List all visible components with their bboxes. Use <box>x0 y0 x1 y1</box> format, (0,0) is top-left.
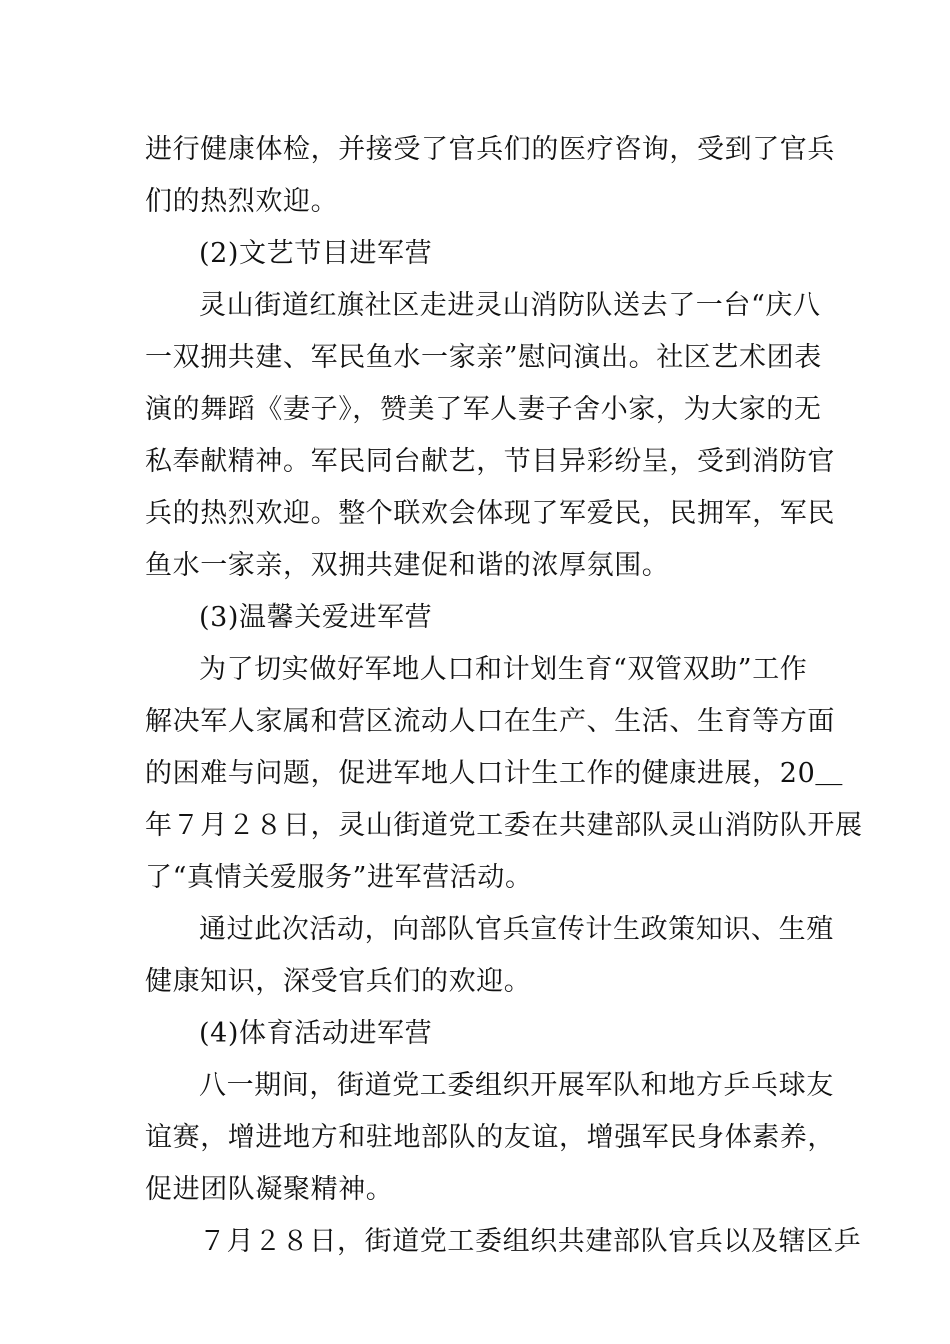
section-heading: (4)体育活动进军营 <box>199 1018 433 1049</box>
section-heading: (2)文艺节目进军营 <box>199 238 433 269</box>
body-text-line: ７月２８日，街道党工委组织共建部队官兵以及辖区乒 <box>199 1226 862 1257</box>
body-text-line: 八一期间，街道党工委组织开展军队和地方乒乓球友 <box>199 1070 834 1101</box>
body-text-line: 进行健康体检，并接受了官兵们的医疗咨询，受到了官兵 <box>145 134 835 165</box>
body-text-line: 鱼水一家亲，双拥共建促和谐的浓厚氛围。 <box>145 550 670 581</box>
body-text-line: 们的热烈欢迎。 <box>145 186 339 217</box>
body-text-line: 促进团队凝聚精神。 <box>145 1174 394 1205</box>
body-text-line: 了“真情关爱服务”进军营活动。 <box>145 862 533 893</box>
body-text-line: 年７月２８日，灵山街道党工委在共建部队灵山消防队开展 <box>145 810 863 841</box>
section-heading: (3)温馨关爱进军营 <box>199 602 433 633</box>
body-text-line: 灵山街道红旗社区走进灵山消防队送去了一台“庆八 <box>199 290 821 321</box>
body-text-line: 通过此次活动，向部队官兵宣传计生政策知识、生殖 <box>199 914 834 945</box>
body-text-line: 兵的热烈欢迎。整个联欢会体现了军爱民，民拥军，军民 <box>145 498 835 529</box>
body-text-line: 解决军人家属和营区流动人口在生产、生活、生育等方面 <box>145 706 835 737</box>
body-text-line: 私奉献精神。军民同台献艺，节目异彩纷呈，受到消防官 <box>145 446 835 477</box>
body-text-line: 健康知识，深受官兵们的欢迎。 <box>145 966 532 997</box>
body-text-line: 一双拥共建、军民鱼水一家亲”慰问演出。社区艺术团表 <box>145 342 822 373</box>
body-text-line: 谊赛，增进地方和驻地部队的友谊，增强军民身体素养， <box>145 1122 835 1153</box>
body-text-line: 的困难与问题，促进军地人口计生工作的健康进展，20＿ <box>145 758 843 789</box>
body-text-line: 为了切实做好军地人口和计划生育“双管双助”工作 <box>199 654 808 685</box>
body-text-line: 演的舞蹈《妻子》，赞美了军人妻子舍小家，为大家的无 <box>145 394 822 425</box>
